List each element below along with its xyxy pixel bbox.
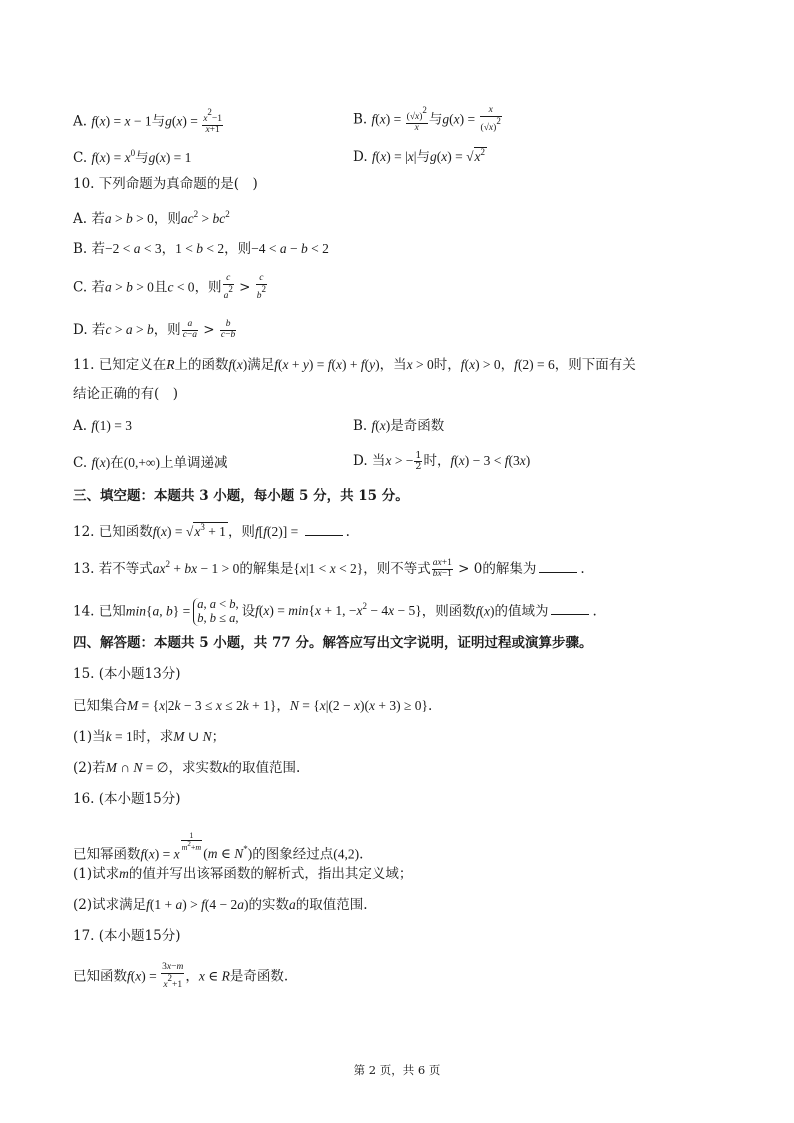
q9-option-d: D. f(x) = |x|与$g(x) = √x^2$: [353, 147, 485, 165]
q15-part-2: (2)若M ∩ N = ∅，求实数k的取值范围.: [73, 760, 301, 776]
q10-option-c: C. 若a > b > 0且c < 0，则 $\frac{c}{a^2}$ > $\frac{c}{b^2}$: [73, 273, 266, 301]
q11-option-c: C. f(x)在(0,+∞)上单调递减: [73, 455, 228, 471]
section-3-title: 三、填空题：本题共 3 小题，每小题 5 分，共 15 分。: [73, 488, 409, 504]
q10-stem: 10. 下列命题为真命题的是( ): [73, 176, 258, 192]
q13-answer-blank[interactable]: [539, 572, 577, 573]
q9-option-a: A. f(x) = x − 1与g(x) = $\frac{x^2-1}{x+1}$: [73, 107, 223, 135]
q10-option-b: B. 若−2 < a < 3，1 < b < 2，则−4 < a − b < 2: [73, 241, 329, 257]
q14: 14. 已知min{a, b} = a, a < b, b, b ≤ a, 设f(x) = min{x + 1, $-x^2 - 4x - 5$}，则函数f(x)的值域为 .: [73, 597, 597, 625]
q9-option-b: B. f(x) = $\frac{(√x)^2}{x}$ 与g(x) = $\frac{x}{(√x)^2}$: [353, 105, 501, 133]
q11-stem-line2: 结论正确的有( ): [73, 386, 179, 402]
q15-head: 15. (本小题13分): [73, 666, 181, 682]
q17-head: 17. (本小题15分): [73, 928, 181, 944]
q17-stem: 已知函数f(x) = $\frac{3x-m}{x^2+1}$ ，x ∈ R是奇函数.: [73, 962, 289, 990]
section-4-title: 四、解答题：本题共 5 小题，共 77 分。解答应写出文字说明，证明过程或演算步骤。: [73, 635, 593, 651]
q10-option-d: D. 若c > a > b，则 $\frac{a}{c-a}$ > $\frac{b}{c-b}$: [73, 319, 236, 340]
q12-answer-blank[interactable]: [305, 535, 343, 536]
page-footer: 第 2 页，共 6 页: [353, 1063, 441, 1077]
q11-option-a: A. f(1) = 3: [73, 418, 132, 434]
q12: 12. 已知函数$f(x) = √x^3 + 1$ ，则f[f(2)] = .: [73, 522, 350, 540]
q11-option-d: D. 当x > − $\frac{1}{2}$ 时，f(x) − 3 < f(3x): [353, 450, 531, 472]
q16-part-2: (2)试求满足f(1 + a) > f(4 − 2a)的实数a的取值范围.: [73, 897, 368, 913]
q9-option-c: C. $f(x) = x^0$与g(x) = 1: [73, 148, 192, 166]
q15-stem: 已知集合M = {x|2k − 3 ≤ x ≤ 2k + 1}，N = {x|(2 − x)(x + 3) ≥ 0}.: [73, 698, 433, 714]
q14-answer-blank[interactable]: [551, 614, 589, 615]
q16-part-1: (1)试求m的值并写出该幂函数的解析式，指出其定义域；: [73, 866, 413, 882]
q11-option-b: B. f(x)是奇函数: [353, 418, 445, 434]
q10-option-a: A. 若a > b > 0，则$ac^2 > bc^2$: [73, 209, 230, 227]
q15-part-1: (1)当k = 1时，求M ∪ N；: [73, 729, 226, 745]
q13: 13. 若不等式$ax^2$ + bx − 1 > 0的解集是{x|1 < x < 2}，则不等式 $\frac{ax+1}{bx-1}$ > 0的解集为 .: [73, 558, 585, 579]
q11-stem-line1: 11. 已知定义在R上的函数f(x)满足f(x + y) = f(x) + f(y)，当x > 0时，f(x) > 0，f(2) = 6，则下面有关: [73, 357, 636, 373]
q16-head: 16. (本小题15分): [73, 791, 181, 807]
q16-stem: 已知幂函数f(x) = x $\frac{1}{m^2+m}$ (m ∈ N*)的图象经过点(4,2).: [73, 831, 364, 863]
